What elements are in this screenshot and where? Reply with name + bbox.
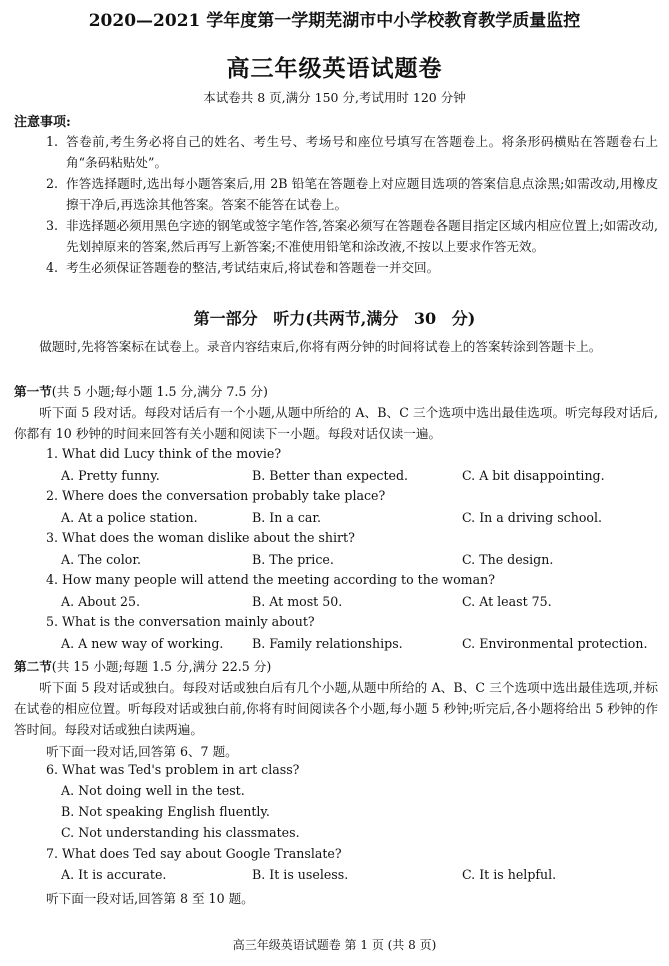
section-two-title: 第二节: [14, 659, 52, 674]
option-7c: C. It is helpful.: [462, 867, 557, 882]
notice-text: 非选择题必须用黑色字迹的钢笔或签字笔作答,答案必须写在答题卷各题目指定区域内相应位置上;如需改动,先划掉原来的答案,然后再写上新答案;不准使用铅笔和涂改液,不按以上要求作答无效。: [66, 218, 658, 254]
option-4c: C. At least 75.: [462, 594, 552, 609]
question-2: 2. Where does the conversation probably take place?: [46, 488, 386, 503]
option-6c: C. Not understanding his classmates.: [61, 825, 300, 840]
option-2c: C. In a driving school.: [462, 510, 603, 525]
option-5a: A. A new way of working.: [61, 636, 224, 651]
notice-number: 1.: [46, 134, 59, 149]
exam-title: 2020—2021 学年度第一学期芜湖市中小学校教育教学质量监控: [88, 11, 581, 31]
option-1a: A. Pretty funny.: [61, 468, 160, 483]
part-one-heading: 第一部分 听力(共两节,满分 30 分): [193, 309, 476, 328]
notice-item: [46, 257, 658, 278]
section-one-title: 第一节: [14, 384, 52, 399]
notice-list: [46, 131, 658, 278]
notice-text: 作答选择题时,选出每小题答案后,用 2B 铅笔在答题卷上对应题目选项的答案信息点涂黑;如需改动,用橡皮擦干净后,再选涂其他答案。答案不能答在试卷上。: [66, 176, 658, 212]
question-1: 1. What did Lucy think of the movie?: [46, 446, 282, 461]
exam-info: 本试卷共 8 页,满分 150 分,考试用时 120 分钟: [203, 90, 466, 105]
option-7b: B. It is useless.: [252, 867, 349, 882]
question-3: 3. What does the woman dislike about the shirt?: [46, 530, 355, 545]
notice-item: [46, 215, 658, 257]
paper-title: 高三年级英语试题卷: [226, 55, 443, 82]
option-7a: A. It is accurate.: [61, 867, 167, 882]
option-2a: A. At a police station.: [61, 510, 198, 525]
dialog-note-8-10: 听下面一段对话,回答第 8 至 10 题。: [46, 891, 254, 906]
option-4b: B. At most 50.: [252, 594, 343, 609]
part-one-intro: 做题时,先将答案标在试卷上。录音内容结束后,你将有两分钟的时间将试卷上的答案转涂到答题卡上。: [39, 339, 602, 354]
section-one-heading: [14, 381, 268, 400]
option-3a: A. The color.: [61, 552, 141, 567]
section-one-intro: 听下面 5 段对话。每段对话后有一个小题,从题中所给的 A、B、C 三个选项中选出最佳选项。听完每段对话后,你都有 10 秒钟的时间来回答有关小题和阅读下一小题。每段对话仅读一遍。: [14, 405, 658, 441]
option-3c: C. The design.: [462, 552, 554, 567]
dialog-note-6-7: 听下面一段对话,回答第 6、7 题。: [46, 744, 238, 759]
option-1b: B. Better than expected.: [252, 468, 409, 483]
page-footer: 高三年级英语试题卷 第 1 页 (共 8 页): [232, 938, 437, 952]
notice-number: 2.: [46, 176, 59, 191]
notice-heading: 注意事项:: [14, 115, 71, 130]
option-2b: B. In a car.: [252, 510, 322, 525]
option-4a: A. About 25.: [61, 594, 141, 609]
question-7: 7. What does Ted say about Google Translate?: [46, 846, 342, 861]
notice-number: 4.: [46, 260, 59, 275]
notice-item: [46, 131, 658, 173]
question-6: 6. What was Ted's problem in art class?: [46, 762, 300, 777]
notice-text: 答卷前,考生务必将自己的姓名、考生号、考场号和座位号填写在答题卷上。将条形码横贴在答题卷右上角“条码粘贴处”。: [66, 134, 658, 170]
question-4: 4. How many people will attend the meeting according to the woman?: [46, 572, 495, 587]
option-3b: B. The price.: [252, 552, 334, 567]
option-6b: B. Not speaking English fluently.: [61, 804, 270, 819]
notice-text: 考生必须保证答题卷的整洁,考试结束后,将试卷和答题卷一并交回。: [66, 260, 440, 275]
notice-number: 3.: [46, 218, 59, 233]
section-two-scoring: (共 15 小题;每题 1.5 分,满分 22.5 分): [51, 659, 272, 674]
option-5c: C. Environmental protection.: [462, 636, 648, 651]
section-two-intro: 听下面 5 段对话或独白。每段对话或独白后有几个小题,从题中所给的 A、B、C 三个选项中选出最佳选项,并标在试卷的相应位置。听每段对话或独白前,你将有时间阅读各个小题,每小题 5 秒钟;听完后,各小题将给出 5 秒钟的作答时间。每段对话或独白读两遍。: [14, 680, 658, 737]
option-5b: B. Family relationships.: [252, 636, 403, 651]
section-one-scoring: (共 5 小题;每小题 1.5 分,满分 7.5 分): [51, 384, 268, 399]
notice-item: [46, 173, 658, 215]
option-1c: C. A bit disappointing.: [462, 468, 605, 483]
section-two-heading: [14, 656, 271, 675]
question-5: 5. What is the conversation mainly about?: [46, 614, 315, 629]
option-6a: A. Not doing well in the test.: [61, 783, 245, 798]
